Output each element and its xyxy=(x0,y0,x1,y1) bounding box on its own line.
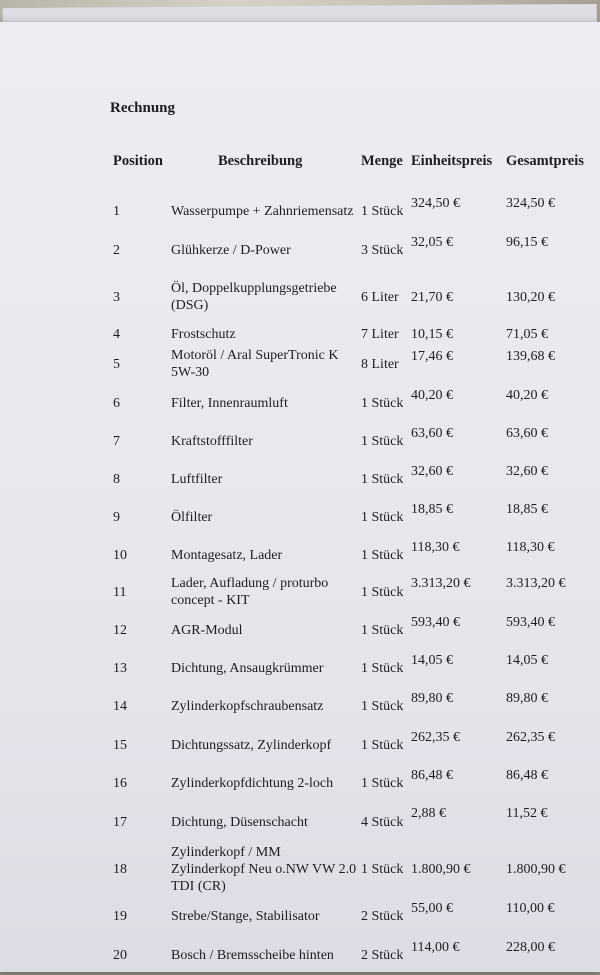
row-description: Dichtung, Düsenschacht xyxy=(171,814,308,830)
header-position: Position xyxy=(113,153,163,169)
table-row xyxy=(0,346,600,382)
row-position: 18 xyxy=(113,861,127,877)
table-row xyxy=(0,843,600,895)
row-unit-price: 63,60 € xyxy=(411,426,453,441)
table-row xyxy=(0,898,600,934)
row-position: 8 xyxy=(113,471,120,487)
row-unit-price: 89,80 € xyxy=(411,691,453,706)
row-total-price: 96,15 € xyxy=(506,235,548,250)
row-position: 6 xyxy=(113,395,120,411)
row-quantity: 6 Liter xyxy=(361,289,399,305)
table-row xyxy=(0,423,600,459)
header-quantity: Menge xyxy=(361,153,403,169)
row-total-price: 14,05 € xyxy=(506,653,548,668)
row-description: Frostschutz xyxy=(171,326,236,342)
table-row xyxy=(0,324,600,344)
row-unit-price: 32,05 € xyxy=(411,235,453,250)
row-total-price: 228,00 € xyxy=(506,940,555,955)
row-unit-price: 17,46 € xyxy=(411,349,453,364)
row-position: 16 xyxy=(113,775,127,791)
table-row xyxy=(0,937,600,973)
row-quantity: 3 Stück xyxy=(361,242,404,258)
table-row xyxy=(0,727,600,763)
row-position: 11 xyxy=(113,584,127,600)
row-total-price: 110,00 € xyxy=(506,901,555,916)
row-total-price: 3.313,20 € xyxy=(506,576,566,591)
row-total-price: 11,52 € xyxy=(506,806,548,821)
row-unit-price: 118,30 € xyxy=(411,540,460,555)
table-row xyxy=(0,650,600,686)
row-total-price: 89,80 € xyxy=(506,691,548,706)
row-unit-price: 262,35 € xyxy=(411,730,460,745)
row-quantity: 1 Stück xyxy=(361,395,404,411)
row-total-price: 324,50 € xyxy=(506,196,555,211)
row-description: Glühkerze / D-Power xyxy=(171,242,291,258)
row-unit-price: 1.800,90 € xyxy=(411,861,471,877)
table-row xyxy=(0,803,600,841)
row-quantity: 7 Liter xyxy=(361,326,399,342)
row-description: Zylinderkopf / MM Zylinderkopf Neu o.NW VW 2.0 TDI (CR) xyxy=(171,844,357,894)
row-position: 4 xyxy=(113,326,120,342)
header-total-price: Gesamtpreis xyxy=(506,153,584,169)
row-quantity: 1 Stück xyxy=(361,471,404,487)
row-description: Ölfilter xyxy=(171,509,213,525)
row-unit-price: 593,40 € xyxy=(411,615,460,630)
row-unit-price: 14,05 € xyxy=(411,653,453,668)
row-description: Wasserpumpe + Zahnriemensatz xyxy=(171,203,354,219)
row-position: 1 xyxy=(113,203,120,219)
row-quantity: 1 Stück xyxy=(361,584,404,600)
row-description: Luftfilter xyxy=(171,471,223,487)
row-unit-price: 21,70 € xyxy=(411,289,453,305)
row-total-price: 40,20 € xyxy=(506,388,548,403)
table-row xyxy=(0,461,600,497)
row-quantity: 1 Stück xyxy=(361,775,404,791)
row-unit-price: 2,88 € xyxy=(411,806,446,821)
row-position: 3 xyxy=(113,289,120,305)
row-total-price: 18,85 € xyxy=(506,502,548,517)
table-row xyxy=(0,537,600,573)
row-unit-price: 86,48 € xyxy=(411,768,453,783)
row-description: Zylinderkopfschraubensatz xyxy=(171,698,324,714)
row-unit-price: 18,85 € xyxy=(411,502,453,517)
table-row xyxy=(0,573,600,611)
row-position: 15 xyxy=(113,737,127,753)
row-quantity: 1 Stück xyxy=(361,433,404,449)
row-position: 12 xyxy=(113,622,127,638)
row-unit-price: 55,00 € xyxy=(411,901,453,916)
row-position: 9 xyxy=(113,509,120,525)
row-description: Dichtung, Ansaugkrümmer xyxy=(171,660,324,676)
row-position: 2 xyxy=(113,242,120,258)
row-position: 17 xyxy=(113,814,127,830)
row-description: Bosch / Bremsscheibe hinten xyxy=(171,947,334,963)
row-description: Dichtungssatz, Zylinderkopf xyxy=(171,737,332,753)
table-row xyxy=(0,688,600,724)
header-description: Beschreibung xyxy=(218,153,303,169)
row-quantity: 2 Stück xyxy=(361,908,404,924)
row-total-price: 1.800,90 € xyxy=(506,861,566,877)
row-total-price: 86,48 € xyxy=(506,768,548,783)
row-unit-price: 32,60 € xyxy=(411,464,453,479)
row-quantity: 1 Stück xyxy=(361,737,404,753)
row-position: 5 xyxy=(113,356,120,372)
row-quantity: 4 Stück xyxy=(361,814,404,830)
row-description: Kraftstofffilter xyxy=(171,433,253,449)
table-row xyxy=(0,612,600,648)
table-row xyxy=(0,765,600,801)
row-total-price: 130,20 € xyxy=(506,289,555,305)
row-position: 19 xyxy=(113,908,127,924)
table-row xyxy=(0,499,600,535)
row-total-price: 593,40 € xyxy=(506,615,555,630)
row-position: 14 xyxy=(113,698,127,714)
row-quantity: 1 Stück xyxy=(361,547,404,563)
row-total-price: 118,30 € xyxy=(506,540,555,555)
invoice-title: Rechnung xyxy=(110,100,176,116)
row-description: Zylinderkopfdichtung 2-loch xyxy=(171,775,334,791)
row-description: Strebe/Stange, Stabilisator xyxy=(171,908,320,924)
row-description: Lader, Aufladung / proturbo concept - KIT xyxy=(171,576,329,608)
row-description: Öl, Doppelkupplungsgetriebe (DSG) xyxy=(171,281,337,313)
row-total-price: 139,68 € xyxy=(506,349,555,364)
row-position: 10 xyxy=(113,547,127,563)
row-quantity: 1 Stück xyxy=(361,622,404,638)
row-quantity: 1 Stück xyxy=(361,509,404,525)
row-total-price: 63,60 € xyxy=(506,426,548,441)
row-position: 13 xyxy=(113,660,127,676)
table-row xyxy=(0,385,600,421)
row-quantity: 1 Stück xyxy=(361,698,404,714)
row-position: 7 xyxy=(113,433,120,449)
row-quantity: 2 Stück xyxy=(361,947,404,963)
row-description: AGR-Modul xyxy=(171,622,243,638)
table-row xyxy=(0,193,600,229)
row-unit-price: 3.313,20 € xyxy=(411,576,471,591)
table-row xyxy=(0,232,600,268)
row-description: Montagesatz, Lader xyxy=(171,547,283,563)
row-unit-price: 114,00 € xyxy=(411,940,460,955)
row-position: 20 xyxy=(113,947,127,963)
table-row xyxy=(0,272,600,322)
row-total-price: 32,60 € xyxy=(506,464,548,479)
row-unit-price: 324,50 € xyxy=(411,196,460,211)
header-unit-price: Einheitspreis xyxy=(411,153,493,169)
row-quantity: 1 Stück xyxy=(361,203,404,219)
row-unit-price: 10,15 € xyxy=(411,327,453,342)
row-quantity: 8 Liter xyxy=(361,356,399,372)
row-description: Filter, Innenraumluft xyxy=(171,395,288,411)
row-quantity: 1 Stück xyxy=(361,861,404,877)
row-quantity: 1 Stück xyxy=(361,660,404,676)
row-total-price: 71,05 € xyxy=(506,327,548,342)
row-total-price: 262,35 € xyxy=(506,730,555,745)
row-unit-price: 40,20 € xyxy=(411,388,453,403)
row-description: Motoröl / Aral SuperTronic K 5W-30 xyxy=(171,348,339,380)
